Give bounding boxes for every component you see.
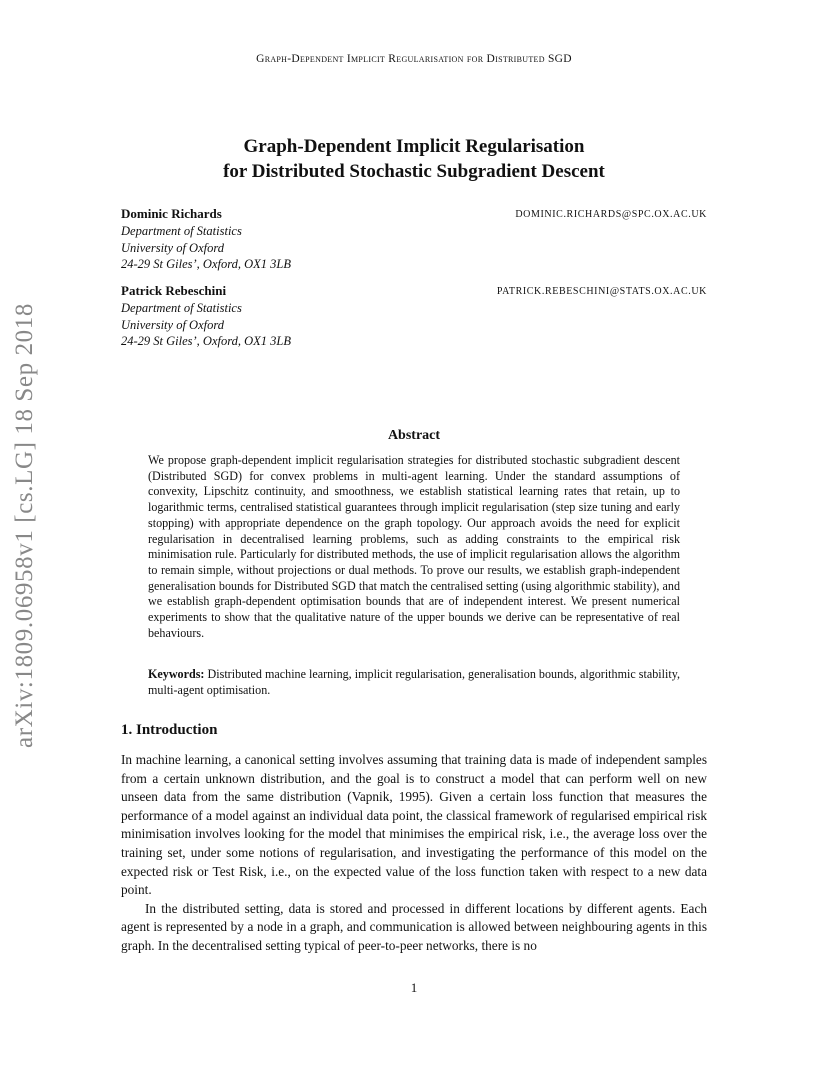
- author-name: Patrick Rebeschini: [121, 283, 227, 298]
- keywords-list: Distributed machine learning, implicit regularisation, generalisation bounds, algorithmic stability, multi-agent optimisation.: [148, 667, 680, 697]
- affiliation-department: Department of Statistics: [121, 301, 242, 315]
- affiliation-university: University of Oxford: [121, 317, 224, 332]
- author-affiliation: [121, 223, 291, 273]
- introduction-body: [121, 751, 707, 956]
- abstract-heading: Abstract: [387, 428, 441, 443]
- arxiv-identifier-stamp: arXiv:1809.06958v1 [cs.LG] 18 Sep 2018: [11, 303, 38, 749]
- affiliation-department: Department of Statistics: [121, 224, 242, 238]
- affiliation-university: University of Oxford: [121, 240, 224, 255]
- keywords: [148, 667, 680, 698]
- section-heading: 1. Introduction: [121, 722, 218, 738]
- abstract-body: We propose graph-dependent implicit regularisation strategies for distributed stochastic subgradient descent (Distributed SGD) for convex problems in multi-agent learning. Under the standard assumptions of convexity, Lipschitz continuity, and smoothness, we establish statistical learning rates that retain, up to logarithmic terms, centralised statistical guarantees through implicit regularisation (step size tuning and early stopping) with appropriate dependence on the graph topology. Our approach avoids the need for explicit regularisation in decentralised learning problems, such as adding constraints to the empirical risk minimisation rule. Particularly for distributed methods, the use of implicit regularisation allows the algorithm to remain simple, without projections or dual methods. To prove our results, we establish graph-independent generalisation bounds for Distributed SGD that match the centralised setting (using algorithmic stability), and we establish graph-dependent optimisation bounds that are of independent interest. We present numerical experiments to show that the qualitative nature of the upper bounds we derive can be representative of real behaviours.: [148, 453, 680, 640]
- author-name: Dominic Richards: [121, 206, 222, 221]
- paragraph: In machine learning, a canonical setting involves assuming that training data is made of independent samples from a certain unknown distribution, and the goal is to construct a model that can perform well on new unseen data from the same distribution (Vapnik, 1995). Given a certain loss function that measures the performance of a model against an individual data point, the classical framework of regularised empirical risk minimisation involves looking for the model that minimises the empirical risk, i.e., the average loss over the training set, under some notions of regularisation, and investigating the performance of this model on the expected risk or Test Risk, i.e., on the expected value of the loss function taken with respect to a new data point.: [121, 752, 707, 898]
- page-number: 1: [410, 980, 418, 995]
- affiliation-address: 24-29 St Giles’, Oxford, OX1 3LB: [121, 334, 292, 348]
- author-email[interactable]: DOMINIC.RICHARDS@SPC.OX.AC.UK: [515, 209, 707, 220]
- author-email[interactable]: PATRICK.REBESCHINI@STATS.OX.AC.UK: [496, 286, 707, 297]
- affiliation-address: 24-29 St Giles’, Oxford, OX1 3LB: [121, 257, 292, 271]
- author-affiliation: [121, 300, 291, 350]
- paper-title-line-1: Graph-Dependent Implicit Regularisation: [243, 136, 585, 157]
- keywords-label: Keywords:: [148, 667, 205, 681]
- paper-title-line-2: for Distributed Stochastic Subgradient Descent: [223, 161, 605, 182]
- paper-title: [0, 134, 828, 184]
- paragraph: In the distributed setting, data is stored and processed in different locations by different agents. Each agent is represented by a node in a graph, and communication is allowed between neighbouring agents in this graph. In the decentralised setting typical of peer-to-peer networks, there is no: [121, 900, 707, 953]
- running-head: Graph-Dependent Implicit Regularisation for Distributed SGD: [256, 53, 572, 65]
